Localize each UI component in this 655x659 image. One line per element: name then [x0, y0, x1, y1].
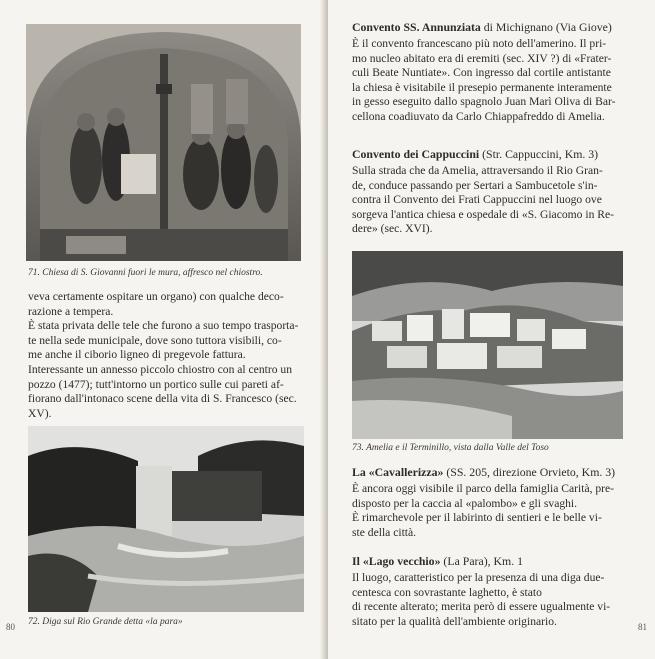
waterfall-photo [28, 426, 304, 612]
text-line: È ancora oggi visibile il parco della famiglia Carità, pre- [352, 482, 615, 495]
section-subtitle: di Michignano (Via Giove) [480, 20, 612, 34]
section-title: Convento dei Cappuccini [352, 147, 480, 161]
text-line: in gesso eseguito dallo spagnolo Juan Marì Oliva di Bar- [352, 95, 616, 109]
figure-73-caption: 73. Amelia e il Terminillo, vista dalla Valle del Toso [352, 443, 549, 453]
text-line: fiorano dall'intonaco scene della vita di S. Francesco (sec. [28, 392, 297, 406]
text-line: me anche il ciborio ligneo di pregevole fattura. [28, 348, 246, 362]
text-line: cellona coadiuvato da Carlo Chiappafreddo di Amelia. [352, 109, 605, 123]
text-line: centesca con sovrastante laghetto, è stato [352, 585, 542, 599]
section-subtitle: (Str. Cappuccini, Km. 3) [479, 147, 599, 161]
text-line: Interessante un annesso piccolo chiostro con al centro un [28, 362, 292, 376]
text-line: sitato per la qualità dell'ambiente originario. [352, 614, 557, 628]
section-heading [352, 147, 644, 162]
text-line: contra il Convento dei Frati Cappuccini nel luogo ove [352, 193, 602, 207]
section-title: Il «Lago vecchio» [352, 554, 441, 568]
text-line: la chiesa è visitabile il presepio permanente interamente [352, 80, 612, 94]
text-line: de, conduce passando per Sertari a Sambucetole s'in- [352, 178, 598, 192]
text-line: Sulla strada che da Amelia, attraversando il Rio Gran- [352, 164, 603, 177]
text-line: razione a tempera. [28, 304, 114, 318]
text-line: È rimarchevole per il labirinto di sentieri e le belle vi- [352, 511, 602, 525]
right-page-number: 81 [638, 622, 647, 632]
text-line: veva certamente ospitare un organo) con qualche deco- [28, 290, 284, 303]
section-cappuccini [352, 147, 644, 237]
section-heading [352, 20, 644, 35]
text-line: pozzo (1477); tutt'intorno un portico sulle cui pareti af- [28, 377, 284, 391]
text-line: disposto per la caccia al «palombo» e gli svaghi. [352, 496, 578, 510]
text-line: XV). [28, 406, 52, 420]
right-page [328, 0, 655, 659]
section-subtitle: (La Para), Km. 1 [440, 554, 524, 568]
text-line: mo nucleo abitato era di eremiti (sec. XIV ?) di «Frater- [352, 51, 612, 65]
text-line: culi Beate Nuntiate». Con ingresso dal cortile antistante [352, 66, 611, 80]
section-cavallerizza [352, 465, 644, 540]
left-page [0, 0, 326, 659]
section-heading [352, 554, 644, 569]
text-line: dere» (sec. XVI). [352, 222, 433, 236]
text-line: È stata privata delle tele che furono a suo tempo trasporta- [28, 319, 299, 333]
fresco-photo [26, 24, 301, 261]
section-heading [352, 465, 644, 480]
figure-71-caption: 71. Chiesa di S. Giovanni fuori le mura, affresco nel chiostro. [28, 268, 263, 278]
section-lago-vecchio [352, 554, 644, 629]
section-title: La «Cavallerizza» [352, 465, 444, 479]
text-line: È il convento francescano più noto dell'amerino. Il pri- [352, 37, 607, 50]
text-line: sorgeva l'antica chiesa e ospedale di «S. Giacomo in Re- [352, 207, 615, 221]
section-title: Convento SS. Annunziata [352, 20, 481, 34]
left-page-number: 80 [6, 622, 15, 632]
figure-72-caption: 72. Diga sul Rio Grande detta «la para» [28, 617, 183, 627]
section-annunziata [352, 20, 644, 125]
text-line: di recente alterato; merita però di essere ugualmente vi- [352, 600, 611, 614]
section-subtitle: (SS. 205, direzione Orvieto, Km. 3) [443, 465, 616, 479]
text-line: ste della città. [352, 525, 417, 539]
text-line: te nella sede municipale, dove sono tuttora visibili, co- [28, 333, 282, 347]
text-line: Il luogo, caratteristico per la presenza di una diga due- [352, 571, 605, 584]
amelia-photo [352, 251, 623, 439]
left-body-text [28, 290, 318, 421]
